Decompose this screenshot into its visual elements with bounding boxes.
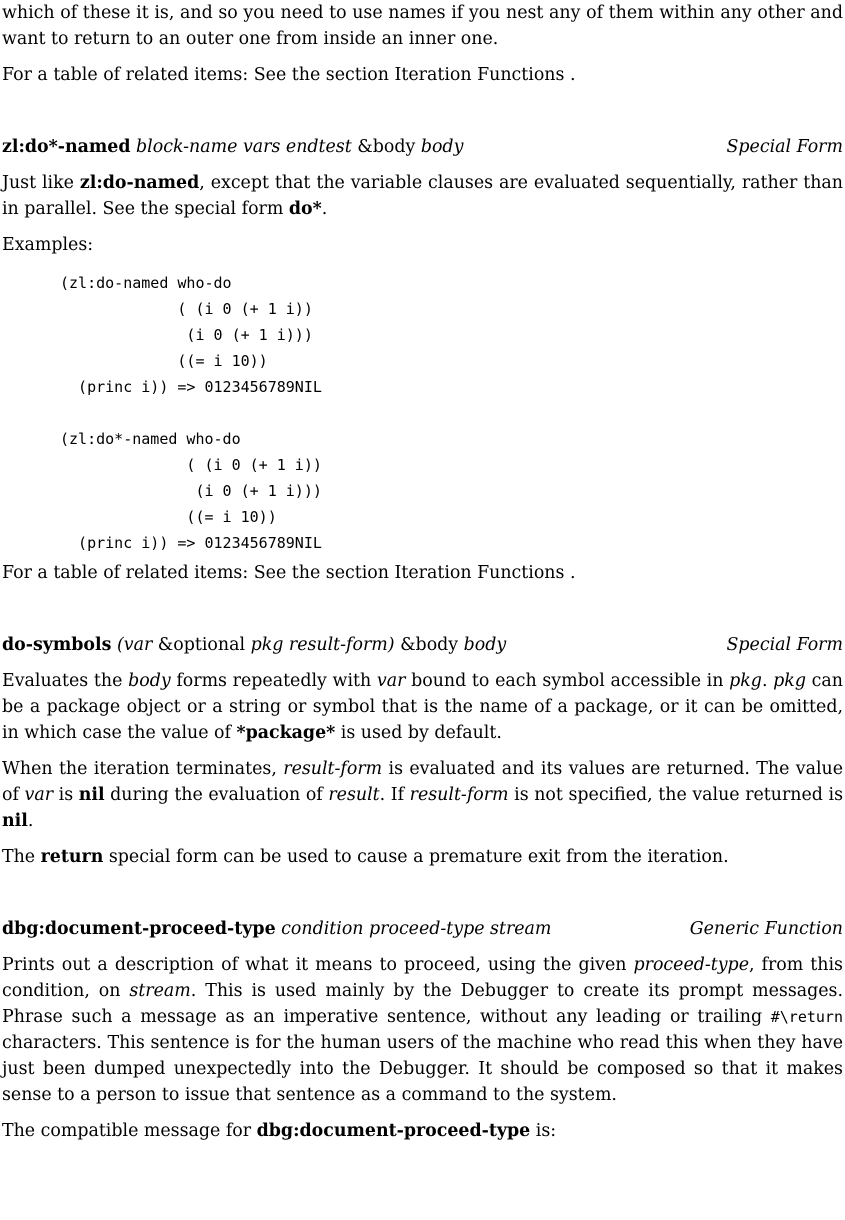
entry-description: Evaluates the body forms repeatedly with var bound to each symbol accessible in pkg. pkg can be a package object or a string or symbol that is the name of a package, or it can be omitted, in which case the value of *package* is used by default. <box>2 671 843 743</box>
entry-kind: Generic Function <box>689 919 843 939</box>
code-example: (zl:do-named who-do ( (i 0 (+ 1 i)) (i 0 (+ 1 i))) ((= i 10)) (princ i)) => 0123456789NIL (zl:do*-named who-do ( (i 0 (+ 1 i)) (i 0 (+ 1 i))) ((= i 10)) (princ i)) => 0123456789NIL <box>60 274 322 552</box>
entry-description: The compatible message for dbg:document-proceed-type is: <box>2 1121 557 1141</box>
iteration-functions-link[interactable]: Iteration Functions <box>394 65 565 85</box>
function-name: dbg:document-proceed-type <box>2 919 276 939</box>
lambda-keyword: &body <box>357 137 416 157</box>
entry-heading-do-star-named <box>2 134 843 160</box>
entry-heading-document-proceed-type <box>2 916 843 942</box>
entry-kind: Special Form <box>726 635 843 655</box>
lambda-keyword: &body <box>400 635 459 655</box>
lambda-keyword: &optional <box>157 635 246 655</box>
body-argument: body <box>420 137 464 157</box>
function-name: do-symbols <box>2 635 112 655</box>
related-items-line: For a table of related items: See the section Iteration Functions . <box>2 563 576 583</box>
arguments: condition proceed-type stream <box>281 919 552 939</box>
related-items-line: For a table of related items: See the section Iteration Functions . <box>2 65 576 85</box>
entry-heading-do-symbols <box>2 632 843 658</box>
examples-label: Examples: <box>2 235 94 255</box>
iteration-functions-link[interactable]: Iteration Functions <box>394 563 565 583</box>
entry-kind: Special Form <box>726 137 843 157</box>
entry-description: The return special form can be used to cause a premature exit from the iteration. <box>2 847 729 867</box>
entry-description: When the iteration terminates, result-form is evaluated and its values are returned. The value of var is nil during the evaluation of result. If result-form is not specified, the value returned is nil. <box>2 759 844 831</box>
entry-description: Just like zl:do-named, except that the variable clauses are evaluated sequentially, rather than in parallel. See the special form do*. <box>2 173 843 219</box>
entry-description: Prints out a description of what it means to proceed, using the given proceed-type, from this condition, on stream. This is used mainly by the Debugger to create its prompt messages. Phrase such a message as an imperative sentence, without any leading or trailing #\return characters. This sentence is for the human users of the machine who read this when they have just been dumped unexpectedly into the Debugger. It should be composed so that it makes sense to a person to issue that sentence as a command to the system. <box>2 955 843 1105</box>
document-page <box>2 0 843 1144</box>
signature <box>2 134 463 160</box>
function-name: zl:do*-named <box>2 137 131 157</box>
signature <box>2 916 551 942</box>
arguments: block-name vars endtest <box>136 137 352 157</box>
signature: do-symbols (var &optional pkg result-form) &body body <box>2 635 507 655</box>
paragraph: which of these it is, and so you need to use names if you nest any of them within any other and want to return to an outer one from inside an inner one. <box>2 3 843 49</box>
